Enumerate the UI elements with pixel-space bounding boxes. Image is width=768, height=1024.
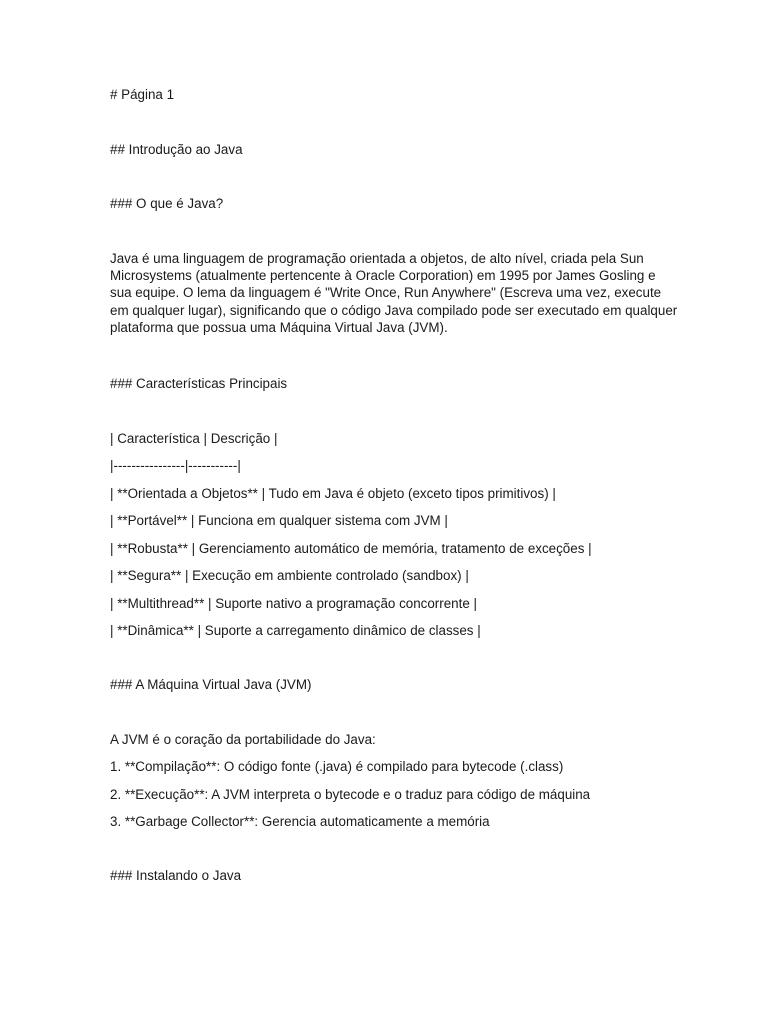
- section-heading: ## Introdução ao Java: [110, 142, 243, 157]
- intro-paragraph-line: Java é uma linguagem de programação orientada a objetos, de alto nível, criada pela Sun: [110, 251, 644, 266]
- what-is-java-heading: ### O que é Java?: [110, 196, 224, 211]
- table-row: | **Segura** | Execução em ambiente controlado (sandbox) |: [110, 568, 469, 583]
- intro-paragraph-line: em qualquer lugar), significando que o código Java compilado pode ser executado em qualquer: [110, 302, 678, 318]
- features-heading: ### Características Principais: [110, 376, 288, 391]
- table-row: | **Dinâmica** | Suporte a carregamento dinâmico de classes |: [110, 623, 481, 638]
- jvm-intro: A JVM é o coração da portabilidade do Java:: [110, 732, 376, 747]
- table-header-row: | Característica | Descrição |: [110, 431, 278, 446]
- jvm-step: 2. **Execução**: A JVM interpreta o bytecode e o traduz para código de máquina: [110, 787, 591, 802]
- table-separator-row: |----------------|-----------|: [110, 458, 241, 473]
- table-row: | **Multithread** | Suporte nativo a programação concorrente |: [110, 596, 477, 611]
- table-row: | **Orientada a Objetos** | Tudo em Java é objeto (exceto tipos primitivos) |: [110, 486, 556, 501]
- page-heading: # Página 1: [110, 87, 175, 102]
- jvm-step: 3. **Garbage Collector**: Gerencia automaticamente a memória: [110, 814, 490, 829]
- jvm-heading: ### A Máquina Virtual Java (JVM): [110, 677, 312, 692]
- table-row: | **Portável** | Funciona em qualquer sistema com JVM |: [110, 513, 448, 528]
- jvm-step: 1. **Compilação**: O código fonte (.java) é compilado para bytecode (.class): [110, 759, 564, 774]
- intro-paragraph-line: plataforma que possua uma Máquina Virtual Java (JVM).: [110, 319, 448, 335]
- intro-paragraph: [110, 250, 678, 336]
- intro-paragraph-line: Microsystems (atualmente pertencente à Oracle Corporation) em 1995 por James Gosling e: [110, 268, 656, 284]
- intro-paragraph-line: sua equipe. O lema da linguagem é "Write Once, Run Anywhere" (Escreva uma vez, execute: [110, 285, 662, 301]
- table-row: | **Robusta** | Gerenciamento automático de memória, tratamento de exceções |: [110, 541, 592, 556]
- install-heading: ### Instalando o Java: [110, 868, 242, 883]
